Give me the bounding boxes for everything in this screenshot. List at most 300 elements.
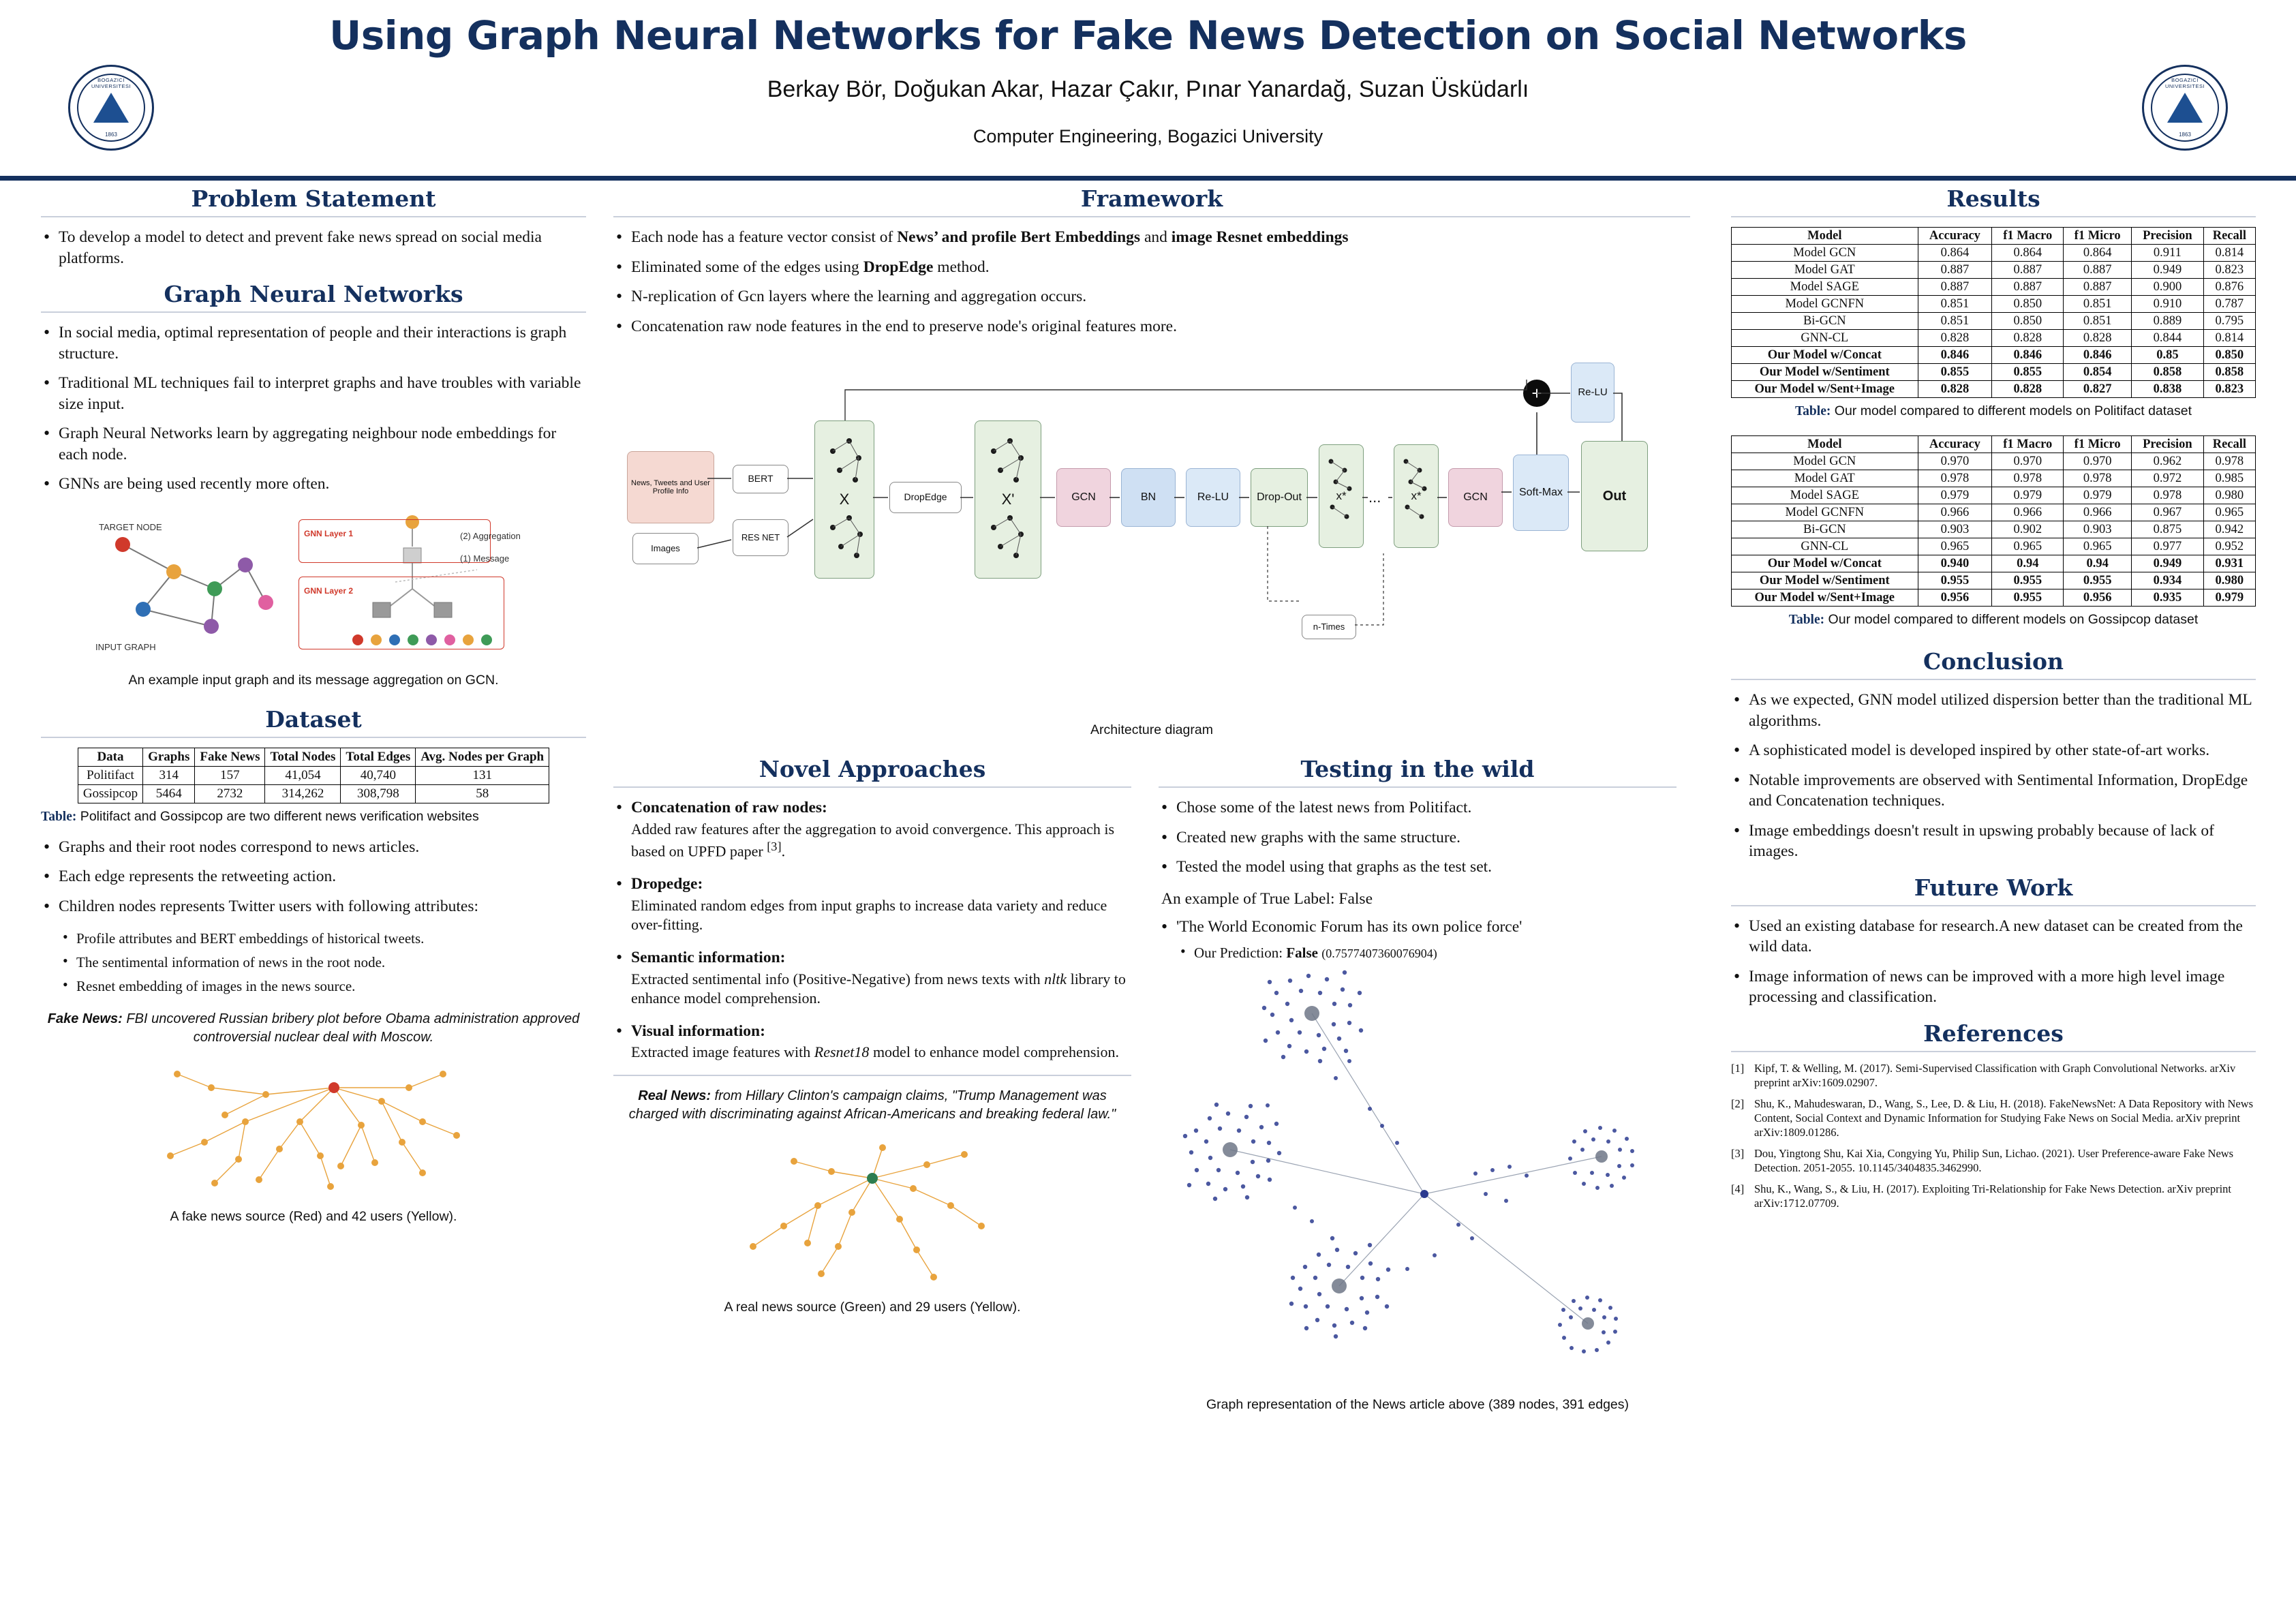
novel-approaches-panel bbox=[613, 756, 1131, 1315]
td: Model GAT bbox=[1732, 262, 1918, 279]
list-item: • Profile attributes and BERT embeddings of historical tweets. bbox=[60, 930, 586, 947]
divider bbox=[1159, 786, 1677, 788]
td: 0.876 bbox=[2203, 279, 2255, 296]
td: Bi-GCN bbox=[1732, 313, 1918, 330]
add-node-icon: + bbox=[1523, 380, 1550, 407]
caption-text: Our model compared to different models on Politifact dataset bbox=[1831, 403, 2192, 418]
xstar-label: x* bbox=[1411, 489, 1422, 502]
university-logo-right bbox=[2142, 65, 2228, 151]
logo-year: 1863 bbox=[2179, 132, 2191, 138]
input-images-block: Images bbox=[632, 533, 699, 564]
td: 0.846 bbox=[2064, 347, 2132, 364]
list-item: • Traditional ML techniques fail to interpret graphs and have troubles with variable size input. bbox=[41, 373, 586, 414]
list-item: • In social media, optimal representation of people and their interactions is graph structure. bbox=[41, 322, 586, 364]
section-title-dataset: Dataset bbox=[265, 705, 362, 733]
column-left bbox=[41, 185, 586, 1225]
ref-text: Dou, Yingtong Shu, Kai Xia, Congying Yu, Philip Sun, Lichao. (2021). User Preference-aware Fake News Detection. 2051-2055. 10.1145/3404835.3462990. bbox=[1754, 1147, 2234, 1174]
list-item bbox=[613, 874, 1131, 935]
section-title-novel: Novel Approaches bbox=[759, 756, 986, 783]
td: 0.903 bbox=[1918, 521, 1992, 538]
td: 0.795 bbox=[2203, 313, 2255, 330]
td: Bi-GCN bbox=[1732, 521, 1918, 538]
divider bbox=[1731, 905, 2256, 906]
table-row bbox=[1732, 487, 2256, 504]
results-table-gossipcop bbox=[1731, 435, 2256, 607]
fake-news-example bbox=[41, 1010, 586, 1047]
poster-header bbox=[0, 0, 2296, 181]
results-table1-caption bbox=[1731, 403, 2256, 419]
td: 0.949 bbox=[2132, 555, 2204, 572]
td: 0.902 bbox=[1992, 521, 2064, 538]
td: 0.965 bbox=[1992, 538, 2064, 555]
td: 0.903 bbox=[2064, 521, 2132, 538]
list-item bbox=[1178, 944, 1677, 962]
th: f1 Micro bbox=[2064, 228, 2132, 245]
td: 157 bbox=[195, 766, 265, 784]
list-item: • N-replication of Gcn layers where the learning and aggregation occurs. bbox=[613, 286, 1690, 307]
td: 0.956 bbox=[2064, 589, 2132, 607]
td: 58 bbox=[416, 784, 549, 803]
td: 0.911 bbox=[2132, 245, 2204, 262]
td: 0.977 bbox=[2132, 538, 2204, 555]
input-graph-label: INPUT GRAPH bbox=[95, 641, 156, 652]
td: 0.889 bbox=[2132, 313, 2204, 330]
list-item: • To develop a model to detect and prevent fake news spread on social media platforms. bbox=[41, 227, 586, 269]
list-item bbox=[1731, 1097, 2256, 1139]
td: 0.854 bbox=[2064, 364, 2132, 381]
list-item: • Image embeddings doesn't result in upswing probably because of lack of images. bbox=[1731, 821, 2256, 862]
list-item: • The sentimental information of news in the root node. bbox=[60, 953, 586, 971]
input-news-block: News, Tweets and User Profile Info bbox=[627, 451, 714, 523]
td: 5464 bbox=[143, 784, 195, 803]
td: 0.985 bbox=[2203, 470, 2255, 487]
table-row bbox=[1732, 504, 2256, 521]
td: 0.934 bbox=[2132, 572, 2204, 589]
td: 0.828 bbox=[1918, 381, 1992, 398]
th: f1 Micro bbox=[2064, 436, 2132, 453]
td: 0.814 bbox=[2203, 245, 2255, 262]
td: 0.838 bbox=[2132, 381, 2204, 398]
th: Data bbox=[78, 748, 142, 766]
td: 0.955 bbox=[1918, 572, 1992, 589]
table-row bbox=[1732, 555, 2256, 572]
table-row bbox=[1732, 572, 2256, 589]
testing-example-list bbox=[1159, 917, 1677, 938]
td: 0.952 bbox=[2203, 538, 2255, 555]
td: 0.94 bbox=[1992, 555, 2064, 572]
ref-text: Shu, K., Wang, S., & Liu, H. (2017). Exploiting Tri-Relationship for Fake News Detection. arXiv preprint arXiv:1712.07709. bbox=[1754, 1182, 2232, 1210]
td: 0.887 bbox=[1992, 262, 2064, 279]
td: 0.823 bbox=[2203, 262, 2255, 279]
dropedge-block: DropEdge bbox=[889, 482, 962, 513]
td: Our Model w/Sent+Image bbox=[1732, 381, 1918, 398]
message-label: (1) Message bbox=[460, 553, 510, 564]
testing-example-intro: An example of True Label: False bbox=[1161, 889, 1373, 908]
architecture-diagram bbox=[620, 349, 1670, 744]
td: 0.942 bbox=[2203, 521, 2255, 538]
th: Recall bbox=[2203, 436, 2255, 453]
news-graph-caption: Graph representation of the News article above (389 nodes, 391 edges) bbox=[1206, 1396, 1629, 1412]
novel-head: Visual information: bbox=[631, 1022, 765, 1040]
x-label: X bbox=[839, 491, 850, 508]
section-title-conclusion: Conclusion bbox=[1923, 648, 2064, 675]
divider bbox=[1731, 1051, 2256, 1052]
td: 0.85 bbox=[2132, 347, 2204, 364]
novel-body: Added raw features after the aggregation to avoid convergence. This approach is based on UPFD paper [3]. bbox=[631, 820, 1115, 860]
section-title-future: Future Work bbox=[1914, 874, 2073, 901]
novel-head: Concatenation of raw nodes: bbox=[631, 799, 827, 817]
td: 0.966 bbox=[2064, 504, 2132, 521]
target-node-label: TARGET NODE bbox=[99, 521, 162, 532]
testing-list bbox=[1159, 797, 1677, 878]
td: 0.978 bbox=[1918, 470, 1992, 487]
dataset-list bbox=[41, 837, 586, 917]
novel-body: Extracted sentimental info (Positive-Negative) from news texts with nltk library to enhance model comprehension. bbox=[631, 970, 1126, 1007]
list-item bbox=[613, 947, 1131, 1009]
aggregation-label: (2) Aggregation bbox=[460, 530, 521, 541]
ref-number: [1] bbox=[1731, 1062, 1745, 1075]
td: 0.955 bbox=[1992, 589, 2064, 607]
th: Accuracy bbox=[1918, 228, 1992, 245]
td: 0.855 bbox=[1918, 364, 1992, 381]
list-item: • Graph Neural Networks learn by aggregating neighbour node embeddings for each node. bbox=[41, 423, 586, 465]
fake-news-graph-svg bbox=[41, 1047, 586, 1204]
td: 0.844 bbox=[2132, 330, 2204, 347]
td: 308,798 bbox=[341, 784, 416, 803]
gnn-layer2-label: GNN Layer 2 bbox=[304, 585, 354, 596]
list-item bbox=[613, 797, 1131, 861]
section-title-testing: Testing in the wild bbox=[1300, 756, 1535, 783]
td: 0.864 bbox=[1992, 245, 2064, 262]
results-table-politifact bbox=[1731, 227, 2256, 398]
list-item bbox=[1731, 1062, 2256, 1090]
ref-number: [4] bbox=[1731, 1182, 1745, 1196]
th: Total Edges bbox=[341, 748, 416, 766]
section-title-problem: Problem Statement bbox=[191, 185, 436, 212]
out-block bbox=[1581, 441, 1648, 551]
list-item: • Tested the model using that graphs as the test set. bbox=[1159, 857, 1677, 878]
td: 0.851 bbox=[2064, 296, 2132, 313]
list-item: • Graphs and their root nodes correspond to news articles. bbox=[41, 837, 586, 858]
list-item: • Resnet embedding of images in the news source. bbox=[60, 977, 586, 995]
novel-head: Dropedge: bbox=[631, 875, 703, 893]
td: 0.979 bbox=[2064, 487, 2132, 504]
x-block bbox=[814, 420, 874, 579]
fake-news-text: FBI uncovered Russian bribery plot before Obama administration approved controversial nuclear deal with Moscow. bbox=[122, 1011, 580, 1045]
table-row bbox=[1732, 245, 2256, 262]
xstar-block-2 bbox=[1394, 444, 1439, 548]
real-news-text: from Hillary Clinton's campaign claims, "Trump Management was charged with discriminating against African-Americans and breaking federal law." bbox=[628, 1088, 1116, 1122]
td: 0.828 bbox=[1992, 330, 2064, 347]
td: 0.855 bbox=[1992, 364, 2064, 381]
td: 0.823 bbox=[2203, 381, 2255, 398]
divider bbox=[41, 311, 586, 313]
th: Accuracy bbox=[1918, 436, 1992, 453]
td: 314 bbox=[143, 766, 195, 784]
td: 0.887 bbox=[1918, 262, 1992, 279]
section-title-framework: Framework bbox=[1080, 185, 1223, 212]
novel-body: Eliminated random edges from input graphs to increase data variety and reduce over-fitting. bbox=[631, 896, 1107, 934]
td: Model GAT bbox=[1732, 470, 1918, 487]
td: GNN-CL bbox=[1732, 330, 1918, 347]
prediction-value: False bbox=[1286, 945, 1318, 962]
td: 0.966 bbox=[1992, 504, 2064, 521]
th: f1 Macro bbox=[1992, 228, 2064, 245]
table-row bbox=[1732, 279, 2256, 296]
td: 0.828 bbox=[1918, 330, 1992, 347]
novel-list bbox=[613, 797, 1131, 1062]
list-item bbox=[1731, 1147, 2256, 1175]
section-title-references: References bbox=[1923, 1020, 2064, 1047]
divider bbox=[613, 786, 1131, 788]
news-graph-figure bbox=[1165, 969, 1670, 1392]
table-row bbox=[1732, 330, 2256, 347]
td: 0.887 bbox=[2064, 262, 2132, 279]
th: Model bbox=[1732, 228, 1918, 245]
caption-prefix: Table: bbox=[1788, 613, 1825, 627]
results-table2-caption bbox=[1731, 612, 2256, 628]
td: 0.828 bbox=[2064, 330, 2132, 347]
td: 0.978 bbox=[2203, 453, 2255, 470]
td: 0.851 bbox=[2064, 313, 2132, 330]
real-news-example bbox=[613, 1087, 1131, 1124]
td: Our Model w/Concat bbox=[1732, 347, 1918, 364]
table-row bbox=[1732, 313, 2256, 330]
td: 0.887 bbox=[1992, 279, 2064, 296]
td: 0.94 bbox=[2064, 555, 2132, 572]
divider bbox=[1731, 679, 2256, 680]
divider bbox=[613, 216, 1690, 217]
ref-number: [3] bbox=[1731, 1147, 1745, 1161]
list-item: • Chose some of the latest news from Politifact. bbox=[1159, 797, 1677, 818]
dataset-sublist bbox=[41, 930, 586, 996]
caption-text: Our model compared to different models on Gossipcop dataset bbox=[1824, 612, 2199, 627]
list-item bbox=[1731, 1182, 2256, 1210]
list-item: • Image information of news can be improved with a more high level image processing and classification. bbox=[1731, 966, 2256, 1008]
td: 0.955 bbox=[1992, 572, 2064, 589]
bn-block: BN bbox=[1121, 468, 1176, 527]
gnn-layer1-label: GNN Layer 1 bbox=[304, 528, 354, 538]
td: Model GCN bbox=[1732, 453, 1918, 470]
table-row bbox=[1732, 262, 2256, 279]
td: 0.858 bbox=[2203, 364, 2255, 381]
table-row bbox=[1732, 589, 2256, 607]
list-item: • Children nodes represents Twitter users with following attributes: bbox=[41, 896, 586, 917]
td: Politifact bbox=[78, 766, 142, 784]
td: 0.979 bbox=[2203, 589, 2255, 607]
divider bbox=[41, 216, 586, 217]
table-row bbox=[1732, 521, 2256, 538]
td: 0.980 bbox=[2203, 487, 2255, 504]
section-title-gnn: Graph Neural Networks bbox=[164, 281, 463, 308]
resnet-block: RES NET bbox=[733, 519, 789, 556]
poster-body bbox=[0, 185, 2296, 1617]
td: 0.965 bbox=[1918, 538, 1992, 555]
td: Our Model w/Sentiment bbox=[1732, 364, 1918, 381]
list-item: • Each node has a feature vector consist of News’ and profile Bert Embeddings and image Resnet embeddings bbox=[613, 227, 1690, 248]
logo-top-text: BOGAZICI UNIVERSITESI bbox=[2164, 77, 2205, 89]
td: 0.966 bbox=[1918, 504, 1992, 521]
gnn-figure-caption: An example input graph and its message aggregation on GCN. bbox=[128, 672, 499, 688]
td: 0.887 bbox=[1918, 279, 1992, 296]
td: 0.931 bbox=[2203, 555, 2255, 572]
td: 0.910 bbox=[2132, 296, 2204, 313]
td: 41,054 bbox=[265, 766, 341, 784]
gnn-list bbox=[41, 322, 586, 495]
logo-triangle-icon bbox=[93, 93, 129, 123]
list-item bbox=[613, 1021, 1131, 1062]
table-row bbox=[78, 784, 549, 803]
real-news-graph-caption: A real news source (Green) and 29 users (Yellow). bbox=[724, 1299, 1021, 1315]
bert-block: BERT bbox=[733, 465, 789, 493]
logo-top-text: BOGAZICI UNIVERSITESI bbox=[91, 77, 132, 89]
table-row bbox=[1732, 453, 2256, 470]
th: Fake News bbox=[195, 748, 265, 766]
td: 0.828 bbox=[1992, 381, 2064, 398]
gcn-block-2: GCN bbox=[1448, 468, 1503, 527]
td: 0.814 bbox=[2203, 330, 2255, 347]
td: 0.858 bbox=[2132, 364, 2204, 381]
td: 314,262 bbox=[265, 784, 341, 803]
prediction-list bbox=[1159, 944, 1677, 962]
th: Total Nodes bbox=[265, 748, 341, 766]
td: 0.978 bbox=[1992, 470, 2064, 487]
td: 0.970 bbox=[1918, 453, 1992, 470]
caption-prefix: Table: bbox=[1794, 404, 1831, 418]
list-item: • Each edge represents the retweeting action. bbox=[41, 866, 586, 887]
td: Model SAGE bbox=[1732, 487, 1918, 504]
td: 40,740 bbox=[341, 766, 416, 784]
td: 0.875 bbox=[2132, 521, 2204, 538]
novel-head: Semantic information: bbox=[631, 948, 786, 966]
architecture-caption: Architecture diagram bbox=[1090, 722, 1213, 738]
logo-year: 1863 bbox=[105, 132, 117, 138]
td: GNN-CL bbox=[1732, 538, 1918, 555]
table-row bbox=[1732, 364, 2256, 381]
td: Model GCN bbox=[1732, 245, 1918, 262]
real-news-graph-figure bbox=[613, 1124, 1131, 1294]
td: 0.949 bbox=[2132, 262, 2204, 279]
list-item: • Notable improvements are observed with Sentimental Information, DropEdge and Concatenation techniques. bbox=[1731, 770, 2256, 812]
fake-news-graph-figure bbox=[41, 1047, 586, 1204]
problem-list bbox=[41, 227, 586, 269]
ellipsis-label: ... bbox=[1368, 489, 1381, 506]
gcn-block: GCN bbox=[1056, 468, 1111, 527]
td: 0.827 bbox=[2064, 381, 2132, 398]
table-row bbox=[1732, 347, 2256, 364]
td: Model GCNFN bbox=[1732, 504, 1918, 521]
real-news-graph-svg bbox=[613, 1124, 1131, 1294]
ref-number: [2] bbox=[1731, 1097, 1745, 1111]
td: 0.955 bbox=[2064, 572, 2132, 589]
dataset-table bbox=[78, 748, 549, 803]
ntimes-label: n-Times bbox=[1302, 615, 1356, 639]
td: 0.851 bbox=[1918, 296, 1992, 313]
fake-news-graph-caption: A fake news source (Red) and 42 users (Yellow). bbox=[170, 1209, 457, 1225]
novel-body: Extracted image features with Resnet18 model to enhance model comprehension. bbox=[631, 1043, 1119, 1061]
prediction-label: Our Prediction: bbox=[1194, 945, 1283, 962]
td: 0.846 bbox=[1992, 347, 2064, 364]
th: Model bbox=[1732, 436, 1918, 453]
td: Model SAGE bbox=[1732, 279, 1918, 296]
td: 0.787 bbox=[2203, 296, 2255, 313]
td: Gossipcop bbox=[78, 784, 142, 803]
column-center bbox=[613, 185, 1690, 1412]
td: 0.887 bbox=[2064, 279, 2132, 296]
table-header-row bbox=[1732, 436, 2256, 453]
td: Our Model w/Sent+Image bbox=[1732, 589, 1918, 607]
relu-top-block: Re-LU bbox=[1571, 363, 1614, 423]
ref-text: Kipf, T. & Welling, M. (2017). Semi-Supervised Classification with Graph Convolutional Networks. arXiv preprint arXiv:1609.02907. bbox=[1754, 1062, 2236, 1089]
td: 0.864 bbox=[1918, 245, 1992, 262]
dropout-block: Drop-Out bbox=[1251, 468, 1308, 527]
th: f1 Macro bbox=[1992, 436, 2064, 453]
table-row bbox=[1732, 538, 2256, 555]
td: 0.980 bbox=[2203, 572, 2255, 589]
author-list: Berkay Bör, Doğukan Akar, Hazar Çakır, Pınar Yanardağ, Suzan Üsküdarlı bbox=[767, 76, 1529, 102]
td: 0.935 bbox=[2132, 589, 2204, 607]
list-item: • GNNs are being used recently more often. bbox=[41, 474, 586, 495]
list-item: • Created new graphs with the same structure. bbox=[1159, 827, 1677, 848]
section-title-results: Results bbox=[1946, 185, 2040, 212]
td: 2732 bbox=[195, 784, 265, 803]
table-row bbox=[1732, 470, 2256, 487]
conclusion-list bbox=[1731, 690, 2256, 862]
td: 0.956 bbox=[1918, 589, 1992, 607]
td: 0.962 bbox=[2132, 453, 2204, 470]
list-item: • As we expected, GNN model utilized dispersion better than the traditional ML algorithms. bbox=[1731, 690, 2256, 731]
x-prime-block bbox=[975, 420, 1041, 579]
list-item: • Eliminated some of the edges using DropEdge method. bbox=[613, 257, 1690, 278]
page-title: Using Graph Neural Networks for Fake News Detection on Social Networks bbox=[329, 12, 1967, 59]
out-label: Out bbox=[1602, 489, 1627, 504]
td: 0.940 bbox=[1918, 555, 1992, 572]
x-prime-label: X' bbox=[1001, 491, 1015, 508]
dataset-table-caption bbox=[41, 809, 586, 825]
caption-text: Politifact and Gossipcop are two different news verification websites bbox=[76, 808, 479, 824]
logo-triangle-icon bbox=[2167, 93, 2203, 123]
th: Precision bbox=[2132, 436, 2204, 453]
table-row bbox=[78, 766, 549, 784]
td: 0.965 bbox=[2203, 504, 2255, 521]
column-right bbox=[1731, 185, 2256, 1219]
td: 0.850 bbox=[2203, 347, 2255, 364]
td: 0.851 bbox=[1918, 313, 1992, 330]
xstar-block-1 bbox=[1319, 444, 1364, 548]
td: 0.978 bbox=[2132, 487, 2204, 504]
td: 0.900 bbox=[2132, 279, 2204, 296]
td: 0.967 bbox=[2132, 504, 2204, 521]
td: Our Model w/Concat bbox=[1732, 555, 1918, 572]
prediction-score: (0.7577407360076904) bbox=[1321, 947, 1437, 961]
th: Precision bbox=[2132, 228, 2204, 245]
th: Graphs bbox=[143, 748, 195, 766]
list-item: • Concatenation raw node features in the end to preserve node's original features more. bbox=[613, 316, 1690, 337]
td: 0.850 bbox=[1992, 313, 2064, 330]
th: Avg. Nodes per Graph bbox=[416, 748, 549, 766]
divider bbox=[41, 737, 586, 738]
td: 0.972 bbox=[2132, 470, 2204, 487]
list-item: • Used an existing database for research.A new dataset can be created from the wild data. bbox=[1731, 916, 2256, 957]
th: Recall bbox=[2203, 228, 2255, 245]
fake-news-label: Fake News: bbox=[47, 1011, 123, 1027]
divider bbox=[1731, 216, 2256, 217]
td: 0.970 bbox=[2064, 453, 2132, 470]
gnn-aggregation-figure bbox=[41, 507, 586, 667]
table-row bbox=[1732, 381, 2256, 398]
td: 0.846 bbox=[1918, 347, 1992, 364]
td: 131 bbox=[416, 766, 549, 784]
